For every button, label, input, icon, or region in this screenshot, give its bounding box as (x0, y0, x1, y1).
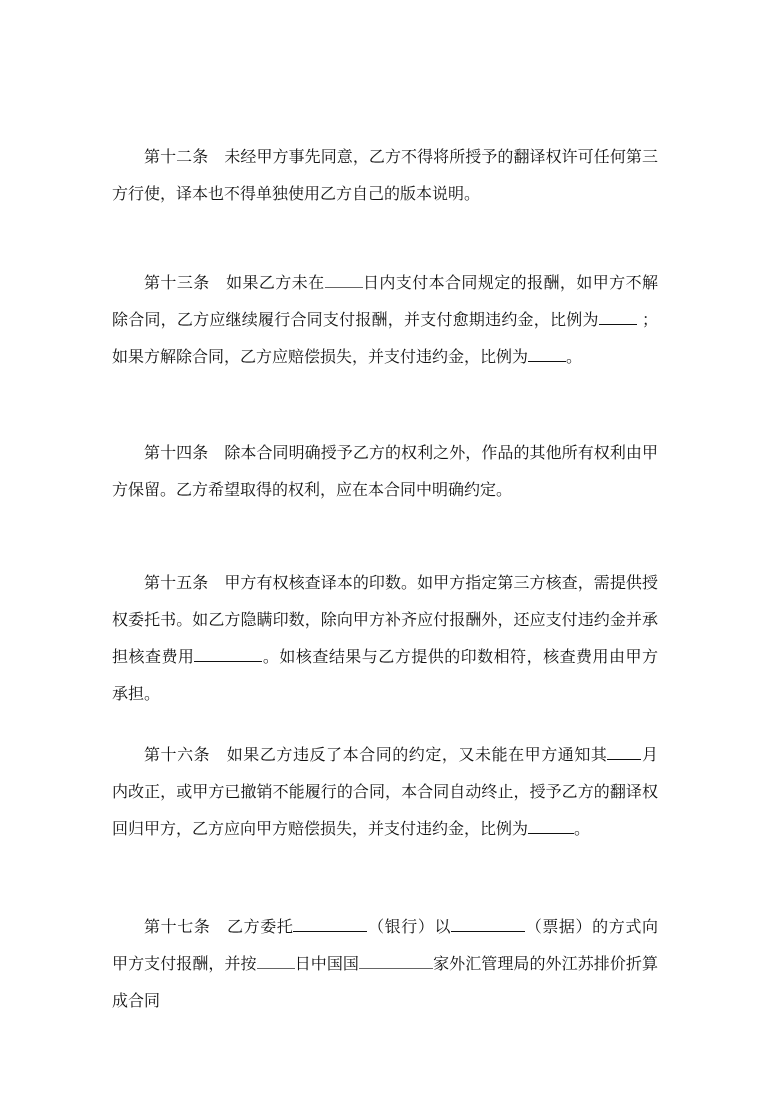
clause-13-text-4: 。 (566, 347, 583, 366)
clause-17-text-1: 第十七条 乙方委托 (144, 917, 294, 936)
clause-15 (112, 564, 658, 712)
clause-15-text-1: 第十五条 甲方有权核查译本的印数。如甲方指定第三方核查，需提供授权委托书。如乙方隐瞒印数，除向甲方补齐应付报酬外，还应支付违约金并承担核查费用 (112, 573, 658, 666)
clause-16-text-3: 。 (574, 819, 591, 838)
blank-late-ratio (599, 310, 637, 325)
clause-15-text-2: 。如核查结果与乙方提供的印数相符，核查费用由甲方承担。 (112, 647, 658, 703)
clause-12-text: 第十二条 未经甲方事先同意，乙方不得将所授予的翻译权许可任何第三方行使，译本也不得单独使用乙方自己的版本说明。 (112, 147, 658, 203)
clause-17-text-2: （银行）以 (367, 917, 452, 936)
blank-bank (293, 917, 367, 932)
clause-16-text-2: 月内改正，或甲方已撤销不能履行的合同，本合同自动终止，授予乙方的翻译权回归甲方，乙方应向甲方赔偿损失，并支付违约金，比例为 (112, 745, 658, 838)
clause-14-text: 第十四条 除本合同明确授予乙方的权利之外，作品的其他所有权利由甲方保留。乙方希望取得的权利，应在本合同中明确约定。 (112, 443, 658, 499)
clause-16-text-1: 第十六条 如果乙方违反了本合同的约定，又未能在甲方通知其 (144, 745, 608, 764)
clause-13-text-1: 第十三条 如果乙方未在 (144, 273, 325, 292)
clause-14 (112, 434, 658, 508)
blank-penalty-ratio (528, 347, 566, 362)
clause-16 (112, 736, 658, 847)
blank-breach-ratio (528, 819, 574, 834)
blank-audit-fee (194, 647, 262, 662)
clause-17-text-4: 日中国国 (294, 954, 359, 973)
clause-17 (112, 908, 658, 1019)
clause-17-text-3: （票据）的方式向甲方支付报酬，并按 (112, 917, 658, 973)
clause-17-text-5: 家外汇管理局的外江苏排价折算成合同 (112, 954, 658, 1010)
blank-national (359, 954, 433, 969)
blank-days (325, 273, 363, 288)
clause-13 (112, 264, 658, 375)
clause-12 (112, 138, 658, 212)
blank-date (257, 954, 295, 969)
blank-instrument (451, 917, 525, 932)
clause-13-text-3: ；如果方解除合同，乙方应赔偿损失，并支付违约金，比例为 (112, 310, 658, 366)
blank-months (607, 745, 641, 760)
clause-13-text-2: 日内支付本合同规定的报酬，如甲方不解除合同，乙方应继续履行合同支付报酬，并支付愈期违约金，比例为 (112, 273, 658, 329)
